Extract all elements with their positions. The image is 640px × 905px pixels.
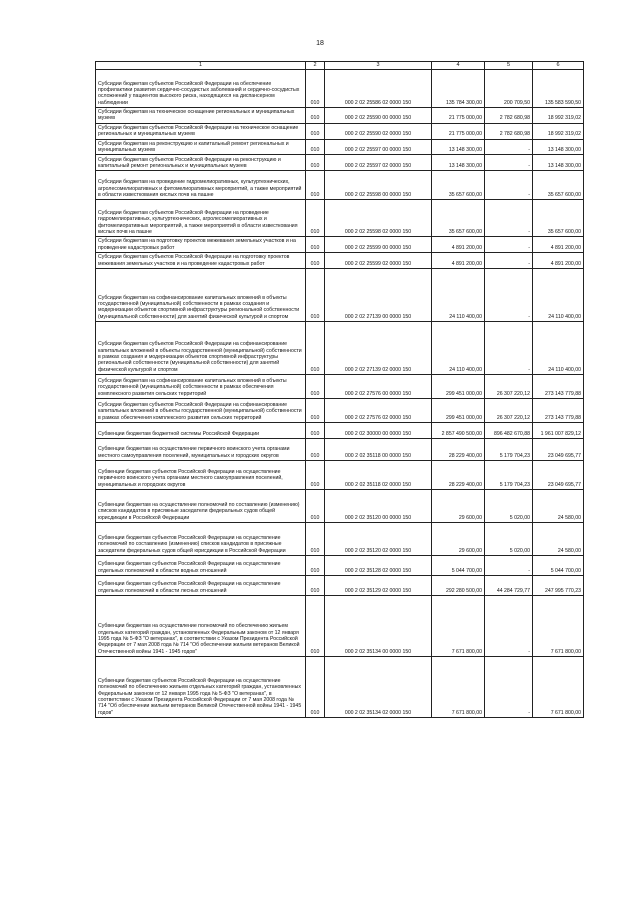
row-name-cell: Субвенции бюджетам бюджетной системы Российской Федерации [96,423,306,439]
row-name-cell: Субсидии бюджетам на реконструкцию и капитальный ремонт региональных и муниципальных музеев [96,139,306,155]
row-kbk-cell: 000 2 02 25598 00 0000 150 [325,171,432,200]
row-code-cell: 010 [306,657,325,718]
table-row [96,237,584,253]
row-rest-cell: 247 995 770,23 [533,576,584,596]
table-row [96,556,584,576]
row-kbk-cell: 000 2 02 27139 02 0000 150 [325,322,432,375]
row-kbk-cell: 000 2 02 35129 02 0000 150 [325,576,432,596]
row-plan-cell: 28 229 400,00 [432,439,485,461]
row-code-cell: 010 [306,123,325,139]
row-name-cell: Субсидии бюджетам субъектов Российской Федерации на софинансирование капитальных вложений в объекты государственной (муниципальной) собственности в рамках обеспечения комплексного развития сельских территорий [96,399,306,423]
row-plan-cell: 24 110 400,00 [432,322,485,375]
row-name-cell: Субсидии бюджетам субъектов Российской Федерации на техническое оснащение региональных и муниципальных музеев [96,123,306,139]
row-code-cell: 010 [306,322,325,375]
row-exec-cell: - [485,322,533,375]
row-exec-cell: - [485,556,533,576]
row-rest-cell: 18 992 319,02 [533,108,584,124]
row-rest-cell: 4 891 200,00 [533,237,584,253]
row-kbk-cell: 000 2 02 35120 00 0000 150 [325,490,432,523]
row-exec-cell: 2 782 680,98 [485,108,533,124]
row-name-cell: Субсидии бюджетам субъектов Российской Федерации на софинансирование капитальных вложений в объекты государственной (муниципальной) собственности в рамках создания и модернизации объектов спортивной инфраструктуры региональной собственности (муниципальной собственности) для занятий физической культурой и спортом [96,322,306,375]
row-kbk-cell: 000 2 02 27576 00 0000 150 [325,375,432,399]
row-code-cell: 010 [306,556,325,576]
row-plan-cell: 13 148 300,00 [432,155,485,171]
row-name-cell: Субвенции бюджетам субъектов Российской Федерации на осуществление полномочий по составлению (изменению) списков кандидатов в присяжные заседатели федеральных судов общей юрисдикции в Российской Федерации [96,523,306,556]
row-code-cell: 010 [306,269,325,322]
row-rest-cell: 35 657 600,00 [533,200,584,237]
row-code-cell: 010 [306,596,325,657]
row-kbk-cell: 000 2 02 35134 02 0000 150 [325,657,432,718]
table-row [96,423,584,439]
row-rest-cell: 24 110 400,00 [533,269,584,322]
row-plan-cell: 4 891 200,00 [432,253,485,269]
row-name-cell: Субсидии бюджетам субъектов Российской Федерации на проведение гидромелиоративных, культуртехнических, агролесомелиоративных и фитомелиоративных мероприятий, а также мероприятий в области известкования кислых почв на пашне [96,200,306,237]
row-kbk-cell: 000 2 02 35118 02 0000 150 [325,461,432,490]
header-cell: 4 [432,62,485,70]
row-rest-cell: 7 671 800,00 [533,657,584,718]
row-code-cell: 010 [306,523,325,556]
row-name-cell: Субсидии бюджетам на софинансирование капитальных вложений в объекты государственной (муниципальной) собственности в рамках создания и модернизации объектов спортивной инфраструктуры региональной собственности (муниципальной собственности) для занятий физической культурой и спортом [96,269,306,322]
row-code-cell: 010 [306,253,325,269]
row-plan-cell: 28 229 400,00 [432,461,485,490]
row-exec-cell: - [485,596,533,657]
row-kbk-cell: 000 2 02 25597 02 0000 150 [325,155,432,171]
row-exec-cell: 26 307 220,12 [485,375,533,399]
table-row [96,253,584,269]
row-name-cell: Субвенции бюджетам на осуществление первичного воинского учета органами местного самоуправления поселений, муниципальных и городских округов [96,439,306,461]
row-plan-cell: 299 451 000,00 [432,375,485,399]
row-exec-cell: 26 307 220,12 [485,399,533,423]
row-exec-cell: - [485,155,533,171]
row-rest-cell: 5 044 700,00 [533,556,584,576]
row-rest-cell: 35 657 600,00 [533,171,584,200]
row-kbk-cell: 000 2 02 25586 02 0000 150 [325,70,432,108]
row-kbk-cell: 000 2 02 35120 02 0000 150 [325,523,432,556]
table-row [96,200,584,237]
row-exec-cell: - [485,171,533,200]
row-code-cell: 010 [306,375,325,399]
row-plan-cell: 21 775 000,00 [432,108,485,124]
row-plan-cell: 24 110 400,00 [432,269,485,322]
row-code-cell: 010 [306,423,325,439]
row-kbk-cell: 000 2 02 25599 00 0000 150 [325,237,432,253]
row-name-cell: Субсидии бюджетам на проведение гидромелиоративных, культуртехнических, агролесомелиоративных и фитомелиоративных мероприятий, а также мероприятий в области известкования кислых почв на пашне [96,171,306,200]
row-exec-cell: 44 284 729,77 [485,576,533,596]
row-code-cell: 010 [306,155,325,171]
header-cell: 6 [533,62,584,70]
row-rest-cell: 23 049 695,77 [533,461,584,490]
row-exec-cell: - [485,139,533,155]
row-code-cell: 010 [306,490,325,523]
row-name-cell: Субсидии бюджетам на техническое оснащение региональных и муниципальных музеев [96,108,306,124]
row-rest-cell: 18 992 319,02 [533,123,584,139]
row-kbk-cell: 000 2 02 35128 02 0000 150 [325,556,432,576]
table-row [96,596,584,657]
row-plan-cell: 13 148 300,00 [432,139,485,155]
row-kbk-cell: 000 2 02 25598 02 0000 150 [325,200,432,237]
table-row [96,139,584,155]
table-row [96,155,584,171]
row-kbk-cell: 000 2 02 25590 00 0000 150 [325,108,432,124]
row-kbk-cell: 000 2 02 35134 00 0000 150 [325,596,432,657]
row-name-cell: Субсидии бюджетам субъектов Российской Федерации на реконструкцию и капитальный ремонт региональных и муниципальных музеев [96,155,306,171]
row-exec-cell: 5 020,00 [485,523,533,556]
row-kbk-cell: 000 2 02 25599 02 0000 150 [325,253,432,269]
row-code-cell: 010 [306,139,325,155]
row-plan-cell: 35 657 600,00 [432,171,485,200]
table-row [96,322,584,375]
row-exec-cell: 200 709,50 [485,70,533,108]
row-exec-cell: 5 179 704,23 [485,461,533,490]
row-plan-cell: 7 671 800,00 [432,596,485,657]
row-exec-cell: - [485,657,533,718]
row-code-cell: 010 [306,70,325,108]
table-row [96,108,584,124]
row-kbk-cell: 000 2 02 25590 02 0000 150 [325,123,432,139]
table-row [96,171,584,200]
row-plan-cell: 135 784 300,00 [432,70,485,108]
row-exec-cell: 2 782 680,98 [485,123,533,139]
table-row [96,523,584,556]
row-name-cell: Субвенции бюджетам на осуществление полномочий по обеспечению жильем отдельных категорий граждан, установленных Федеральным законом от 12 января 1995 года № 5-ФЗ "О ветеранах", в соответствии с Указом Президента Российской Федерации от 7 мая 2008 года № 714 "Об обеспечении жильем ветеранов Великой Отечественной войны 1941 - 1945 годов" [96,596,306,657]
header-cell: 5 [485,62,533,70]
row-plan-cell: 299 451 000,00 [432,399,485,423]
row-code-cell: 010 [306,399,325,423]
row-name-cell: Субсидии бюджетам субъектов Российской Федерации на подготовку проектов межевания земельных участков и на проведение кадастровых работ [96,253,306,269]
table-row [96,269,584,322]
row-name-cell: Субсидии бюджетам субъектов Российской Федерации на обеспечение профилактики развития сердечно-сосудистых заболеваний и сердечно-сосудистых осложнений у пациентов высокого риска, находящихся на диспансерном наблюдении [96,70,306,108]
row-rest-cell: 13 148 300,00 [533,139,584,155]
header-cell: 3 [325,62,432,70]
row-plan-cell: 2 857 490 500,00 [432,423,485,439]
row-code-cell: 010 [306,200,325,237]
row-plan-cell: 4 891 200,00 [432,237,485,253]
row-exec-cell: - [485,269,533,322]
row-kbk-cell: 000 2 02 27576 02 0000 150 [325,399,432,423]
row-kbk-cell: 000 2 02 30000 00 0000 150 [325,423,432,439]
table-row [96,490,584,523]
row-rest-cell: 4 891 200,00 [533,253,584,269]
row-rest-cell: 135 583 590,50 [533,70,584,108]
row-rest-cell: 24 580,00 [533,490,584,523]
table-row [96,70,584,108]
row-plan-cell: 7 671 800,00 [432,657,485,718]
row-name-cell: Субсидии бюджетам на софинансирование капитальных вложений в объекты государственной (муниципальной) собственности в рамках обеспечения комплексного развития сельских территорий [96,375,306,399]
row-rest-cell: 13 148 300,00 [533,155,584,171]
budget-table [95,61,584,718]
row-rest-cell: 273 143 779,88 [533,399,584,423]
row-plan-cell: 35 657 600,00 [432,200,485,237]
row-name-cell: Субвенции бюджетам на осуществление полномочий по составлению (изменению) списков кандидатов в присяжные заседатели федеральных судов общей юрисдикции в Российской Федерации [96,490,306,523]
header-cell: 2 [306,62,325,70]
row-kbk-cell: 000 2 02 27139 00 0000 150 [325,269,432,322]
table-row [96,461,584,490]
table-row [96,399,584,423]
row-rest-cell: 24 580,00 [533,523,584,556]
row-rest-cell: 7 671 800,00 [533,596,584,657]
row-name-cell: Субвенции бюджетам субъектов Российской Федерации на осуществление отдельных полномочий в области лесных отношений [96,576,306,596]
row-code-cell: 010 [306,576,325,596]
row-kbk-cell: 000 2 02 25597 00 0000 150 [325,139,432,155]
row-name-cell: Субвенции бюджетам субъектов Российской Федерации на осуществление отдельных полномочий в области водных отношений [96,556,306,576]
table-header-row [96,62,584,70]
row-exec-cell: 5 179 704,23 [485,439,533,461]
row-name-cell: Субсидии бюджетам на подготовку проектов межевания земельных участков и на проведение кадастровых работ [96,237,306,253]
row-exec-cell: - [485,200,533,237]
row-plan-cell: 29 600,00 [432,523,485,556]
table-row [96,657,584,718]
row-exec-cell: - [485,237,533,253]
table-row [96,123,584,139]
row-rest-cell: 1 961 007 829,12 [533,423,584,439]
row-exec-cell: 896 482 670,88 [485,423,533,439]
row-code-cell: 010 [306,439,325,461]
row-rest-cell: 24 110 400,00 [533,322,584,375]
page-number: 18 [316,40,324,47]
row-name-cell: Субвенции бюджетам субъектов Российской Федерации на осуществление полномочий по обеспечению жильем отдельных категорий граждан, установленных Федеральным законом от 12 января 1995 года № 5-ФЗ "О ветеранах", в соответствии с Указом Президента Российской Федерации от 7 мая 2008 года № 714 "Об обеспечении жильем ветеранов Великой Отечественной войны 1941 - 1945 годов" [96,657,306,718]
row-exec-cell: 5 020,00 [485,490,533,523]
row-code-cell: 010 [306,171,325,200]
row-code-cell: 010 [306,108,325,124]
row-plan-cell: 29 600,00 [432,490,485,523]
row-code-cell: 010 [306,461,325,490]
row-code-cell: 010 [306,237,325,253]
table-row [96,375,584,399]
row-kbk-cell: 000 2 02 35118 00 0000 150 [325,439,432,461]
row-plan-cell: 5 044 700,00 [432,556,485,576]
row-name-cell: Субвенции бюджетам субъектов Российской Федерации на осуществление первичного воинского учета органами местного самоуправления поселений, муниципальных и городских округов [96,461,306,490]
row-exec-cell: - [485,253,533,269]
row-rest-cell: 273 143 779,88 [533,375,584,399]
table-row [96,576,584,596]
row-rest-cell: 23 049 695,77 [533,439,584,461]
header-cell: 1 [96,62,306,70]
table-row [96,439,584,461]
row-plan-cell: 292 280 500,00 [432,576,485,596]
row-plan-cell: 21 775 000,00 [432,123,485,139]
